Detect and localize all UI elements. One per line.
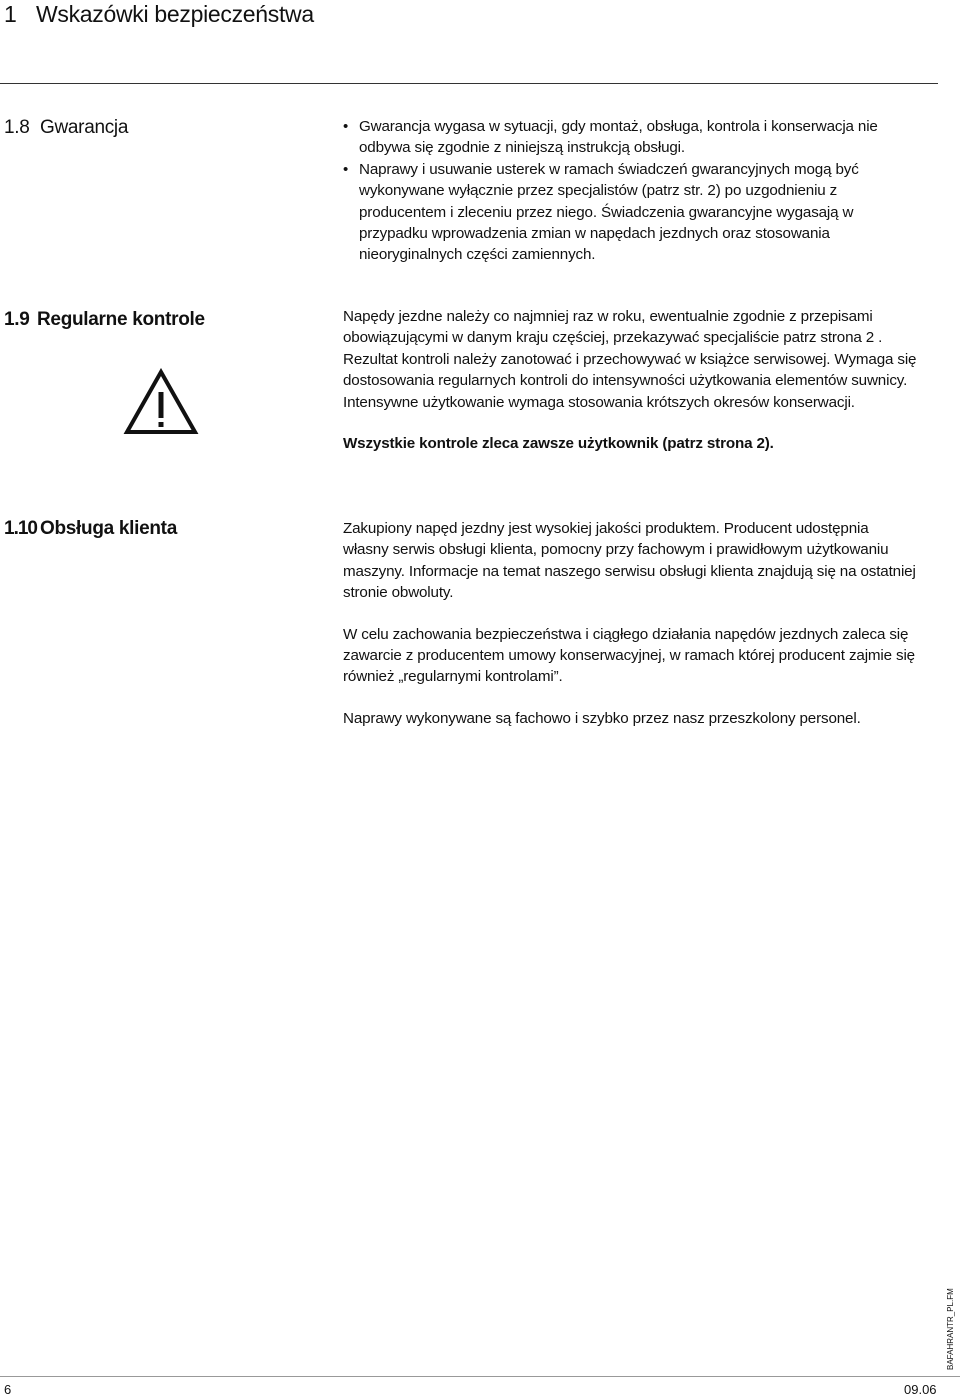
- paragraph: Zakupiony napęd jezdny jest wysokiej jakości produktem. Producent udostępnia własny serwis obsługi klienta, pomocny przy fachowym i prawidłowym użytkowaniu maszyny. Informacje na temat naszego serwisu obsługi klienta znajdują się na ostatniej stronie obwoluty.: [343, 520, 916, 602]
- page-number: 6: [4, 1382, 12, 1397]
- section-body-1-8: [343, 116, 918, 266]
- paragraph: Napędy jezdne należy co najmniej raz w roku, ewentualnie zgodnie z przepisami obowiązującymi w danym kraju częściej, przekazywać specjaliście patrz strona 2 . Rezultat kontroli należy zanotować i przechowywać w książce serwisowej. Wymaga się dostosowania regularnych kontroli do intensywności użytkowania elementów suwnicy. Intensywne użytkowanie wymaga stosowania krótszych okresów konserwacji.: [343, 308, 917, 411]
- paragraph: Naprawy wykonywane są fachowo i szybko przez nasz przeszkolony personel.: [343, 709, 861, 727]
- section-number: 1.8: [4, 117, 30, 138]
- chapter-title: [4, 0, 314, 28]
- section-body-1-9: [343, 306, 918, 454]
- section-number: 1.9: [4, 309, 30, 330]
- header-divider: [0, 83, 938, 84]
- file-code: BAFAHRANTR_PL.FM: [946, 1288, 955, 1370]
- section-title: Obsługa klienta: [40, 518, 177, 539]
- paragraph: W celu zachowania bezpieczeństwa i ciągłego działania napędów jezdnych zaleca się zawarcie z producentem umowy konserwacyjnej, w ramach której producent zajmie się również „regularnymi kontrolami”.: [343, 625, 915, 686]
- section-heading-1-10: [4, 518, 177, 540]
- section-number: 1.10: [4, 518, 37, 539]
- bullet-item: • Naprawy i usuwanie usterek w ramach świadczeń gwarancyjnych mogą być wykonywane wyłącznie przez specjalistów (patrz str. 2) po uzgodnieniu z producentem i zleceniu przez niego. Świadczenia gwarancyjne wygasają w przypadku wprowadzenia zmian w napędach jezdnych oraz stosowania nieoryginalnych części zamiennych.: [343, 159, 918, 266]
- chapter-title-text: Wskazówki bezpieczeństwa: [36, 1, 314, 27]
- bullet-item: • Gwarancja wygasa w sytuacji, gdy montaż, obsługa, kontrola i konserwacja nie odbywa się zgodnie z niniejszą instrukcją obsługi.: [343, 116, 918, 159]
- chapter-number: 1: [4, 1, 17, 27]
- section-heading-1-9: [4, 309, 205, 331]
- warning-triangle-icon: [123, 368, 199, 436]
- bullet-list: [343, 116, 918, 266]
- section-title: Gwarancja: [40, 117, 129, 138]
- document-date: 09.06: [904, 1382, 937, 1397]
- bold-note: Wszystkie kontrole zleca zawsze użytkownik (patrz strona 2).: [343, 435, 774, 453]
- section-heading-1-8: [4, 117, 128, 139]
- section-title: Regularne kontrole: [37, 309, 205, 330]
- footer-divider: [0, 1376, 960, 1377]
- section-body-1-10: [343, 518, 918, 729]
